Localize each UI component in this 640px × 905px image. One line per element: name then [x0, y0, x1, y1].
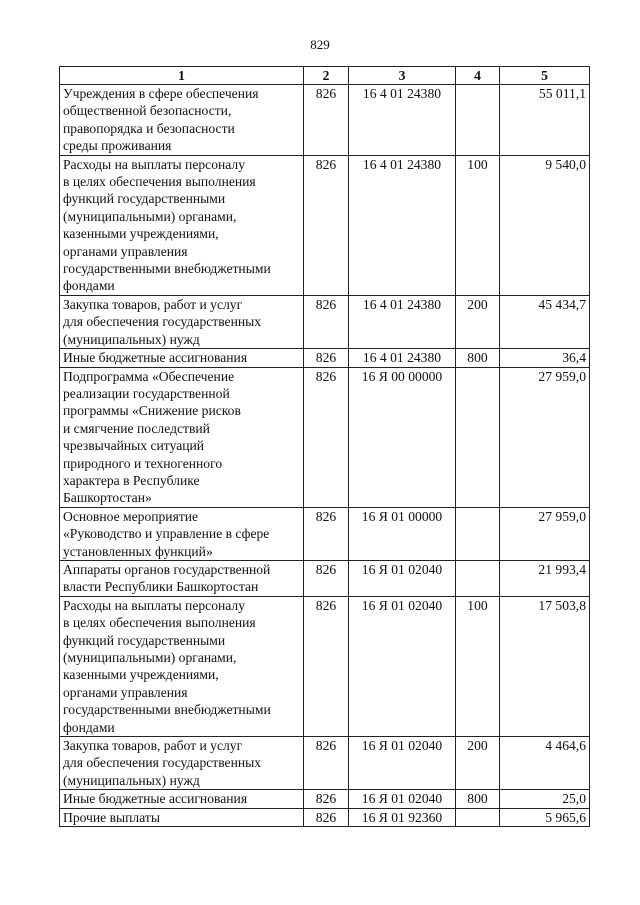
row-name-line: Аппараты органов государственной [63, 561, 271, 577]
row-target-code: 16 Я 01 02040 [349, 790, 456, 808]
row-name-line: среды проживания [63, 138, 172, 154]
row-name [60, 85, 304, 156]
row-name-line: Расходы на выплаты персоналу [63, 597, 245, 613]
row-name-line: государственными внебюджетными [63, 261, 271, 277]
row-target-code: 16 4 01 24380 [349, 295, 456, 348]
row-expense-type [456, 507, 500, 560]
row-name [60, 737, 304, 790]
row-amount: 36,4 [500, 349, 590, 367]
row-expense-type: 200 [456, 295, 500, 348]
header-col-5: 5 [500, 67, 590, 85]
row-name-line: «Руководство и управление в сфере [63, 526, 270, 542]
table-row [60, 367, 590, 507]
row-name [60, 560, 304, 596]
row-name [60, 808, 304, 826]
row-amount: 4 464,6 [500, 737, 590, 790]
row-ministry-code: 826 [304, 155, 349, 295]
row-ministry-code: 826 [304, 596, 349, 736]
row-name-line: власти Республики Башкортостан [63, 579, 259, 595]
table-row [60, 349, 590, 367]
row-name-line: фондами [63, 278, 115, 294]
header-col-4: 4 [456, 67, 500, 85]
table-row [60, 155, 590, 295]
row-target-code: 16 Я 01 02040 [349, 737, 456, 790]
row-expense-type [456, 367, 500, 507]
row-name [60, 596, 304, 736]
row-name-line: Прочие выплаты [63, 809, 160, 825]
row-expense-type: 100 [456, 596, 500, 736]
row-name-line: (муниципальных) нужд [63, 331, 200, 347]
header-col-2: 2 [304, 67, 349, 85]
row-name-line: Подпрограмма «Обеспечение [63, 368, 235, 384]
header-row [60, 67, 590, 85]
row-name [60, 507, 304, 560]
row-target-code: 16 Я 00 00000 [349, 367, 456, 507]
row-name-line: казенными учреждениями, [63, 226, 219, 242]
row-name-line: природного и техногенного [63, 455, 223, 471]
header-col-3: 3 [349, 67, 456, 85]
table-row [60, 737, 590, 790]
row-ministry-code: 826 [304, 560, 349, 596]
header-col-1: 1 [60, 67, 304, 85]
row-name-line: и смягчение последствий [63, 420, 210, 436]
row-amount: 21 993,4 [500, 560, 590, 596]
row-name-line: казенными учреждениями, [63, 667, 219, 683]
row-name-line: функций государственными [63, 191, 226, 207]
table-row [60, 560, 590, 596]
row-name-line: в целях обеспечения выполнения [63, 174, 256, 190]
table-row [60, 85, 590, 156]
row-name-line: установленных функций» [63, 543, 213, 559]
row-name-line: для обеспечения государственных [63, 755, 262, 771]
row-name-line: характера в Республике [63, 472, 200, 488]
row-amount: 25,0 [500, 790, 590, 808]
row-name-line: фондами [63, 719, 115, 735]
row-target-code: 16 Я 01 00000 [349, 507, 456, 560]
table-row [60, 790, 590, 808]
row-ministry-code: 826 [304, 737, 349, 790]
row-expense-type [456, 560, 500, 596]
row-name-line: государственными внебюджетными [63, 702, 271, 718]
row-amount: 9 540,0 [500, 155, 590, 295]
row-name-line: общественной безопасности, [63, 103, 232, 119]
row-name [60, 349, 304, 367]
row-amount: 5 965,6 [500, 808, 590, 826]
row-target-code: 16 4 01 24380 [349, 155, 456, 295]
row-name-line: органами управления [63, 243, 188, 259]
row-ministry-code: 826 [304, 85, 349, 156]
row-name-line: Закупка товаров, работ и услуг [63, 296, 243, 312]
row-name-line: (муниципальными) органами, [63, 208, 237, 224]
budget-table [59, 66, 590, 827]
row-ministry-code: 826 [304, 507, 349, 560]
row-name [60, 367, 304, 507]
page-number: 829 [310, 37, 330, 52]
row-ministry-code: 826 [304, 808, 349, 826]
row-name [60, 790, 304, 808]
row-ministry-code: 826 [304, 790, 349, 808]
row-amount: 55 011,1 [500, 85, 590, 156]
row-amount: 45 434,7 [500, 295, 590, 348]
row-target-code: 16 Я 01 92360 [349, 808, 456, 826]
table-row [60, 507, 590, 560]
row-name-line: в целях обеспечения выполнения [63, 615, 256, 631]
row-ministry-code: 826 [304, 349, 349, 367]
row-amount: 17 503,8 [500, 596, 590, 736]
row-name-line: чрезвычайных ситуаций [63, 438, 205, 454]
row-name-line: реализации государственной [63, 385, 230, 401]
row-ministry-code: 826 [304, 367, 349, 507]
row-expense-type [456, 85, 500, 156]
row-name [60, 155, 304, 295]
row-target-code: 16 Я 01 02040 [349, 560, 456, 596]
row-target-code: 16 4 01 24380 [349, 349, 456, 367]
row-amount: 27 959,0 [500, 367, 590, 507]
row-name-line: Основное мероприятие [63, 508, 199, 524]
row-name-line: правопорядка и безопасности [63, 120, 235, 136]
row-name-line: программы «Снижение рисков [63, 403, 241, 419]
row-name-line: органами управления [63, 684, 188, 700]
table-body [60, 85, 590, 827]
row-expense-type: 800 [456, 349, 500, 367]
row-amount: 27 959,0 [500, 507, 590, 560]
row-name-line: Учреждения в сфере обеспечения [63, 86, 259, 101]
row-name-line: Башкортостан» [63, 490, 152, 506]
row-name-line: Иные бюджетные ассигнования [63, 791, 248, 807]
row-expense-type [456, 808, 500, 826]
table-row [60, 295, 590, 348]
row-name-line: для обеспечения государственных [63, 314, 262, 330]
row-name-line: Иные бюджетные ассигнования [63, 350, 248, 366]
row-expense-type: 100 [456, 155, 500, 295]
row-name-line: (муниципальными) органами, [63, 650, 237, 665]
row-name-line: функций государственными [63, 632, 226, 648]
row-expense-type: 800 [456, 790, 500, 808]
row-name-line: Расходы на выплаты персоналу [63, 156, 245, 172]
table-header [60, 67, 590, 85]
table-row [60, 596, 590, 736]
row-target-code: 16 Я 01 02040 [349, 596, 456, 736]
row-name [60, 295, 304, 348]
row-name-line: (муниципальных) нужд [63, 772, 200, 788]
row-expense-type: 200 [456, 737, 500, 790]
row-ministry-code: 826 [304, 295, 349, 348]
table-row [60, 808, 590, 826]
row-target-code: 16 4 01 24380 [349, 85, 456, 156]
row-name-line: Закупка товаров, работ и услуг [63, 738, 243, 754]
